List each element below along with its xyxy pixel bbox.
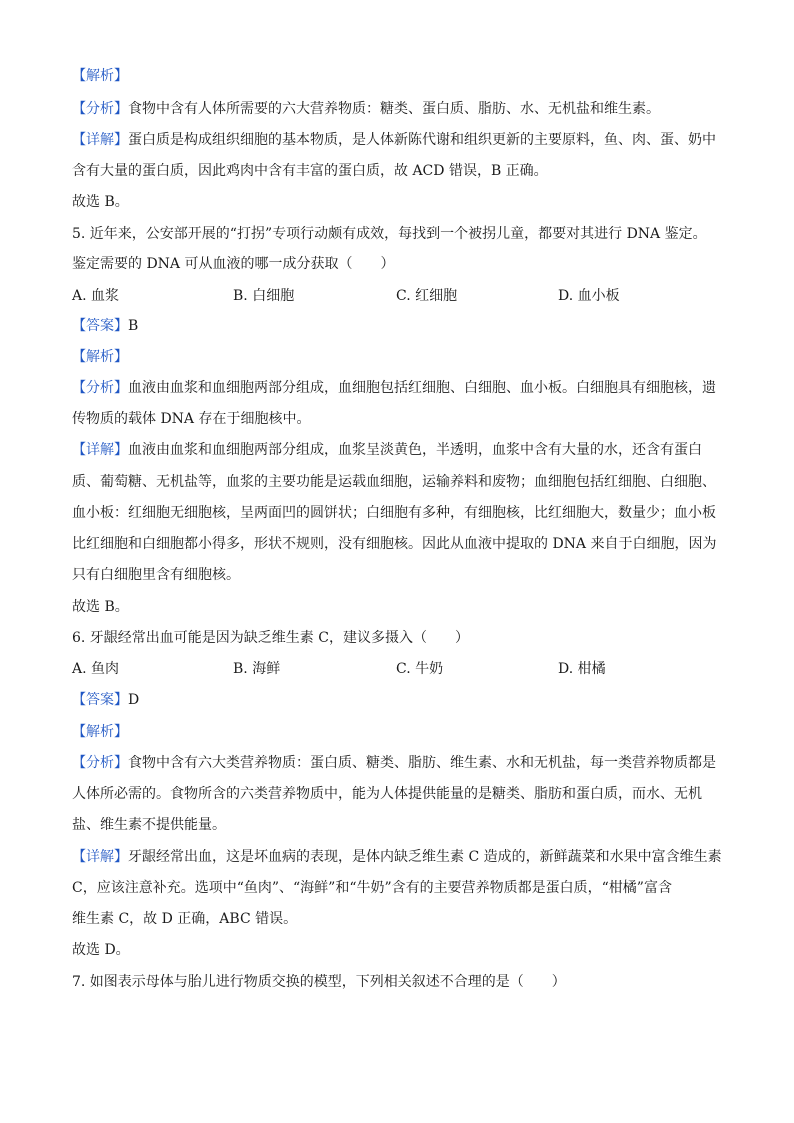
xiangjie-paragraph-line: C，应该注意补充。选项中“鱼肉”、“海鲜”和“牛奶”含有的主要营养物质都是蛋白质，“柑橘”富含 xyxy=(72,880,672,896)
fenxi-paragraph-line: 人体所必需的。食物所含的六类营养物质中，能为人体提供能量的是糖类、脂肪和蛋白质，而水、无机 xyxy=(72,786,702,802)
xiangjie-paragraph-line: 只有白细胞里含有细胞核。 xyxy=(72,567,240,583)
question-5-options xyxy=(72,286,722,306)
xiangjie-paragraph-line: 维生素 C，故 D 正确，ABC 错误。 xyxy=(72,911,298,927)
xiangjie-paragraph-line: 含有大量的蛋白质，因此鸡肉中含有丰富的蛋白质，故 ACD 错误，B 正确。 xyxy=(72,163,548,179)
xiangjie-paragraph-line: 【详解】血液由血浆和血细胞两部分组成，血浆呈淡黄色，半透明，血浆中含有大量的水，还含有蛋白 xyxy=(72,442,702,458)
option-d: D. 柑橘 xyxy=(558,661,606,677)
option-d: D. 血小板 xyxy=(558,288,620,304)
conclusion: 故选 D。 xyxy=(72,942,130,958)
question-7-stem: 7. 如图表示母体与胎儿进行物质交换的模型，下列相关叙述不合理的是（ ） xyxy=(72,974,566,990)
xiangjie-paragraph-line: 血小板：红细胞无细胞核，呈两面凹的圆饼状；白细胞有多种，有细胞核，比红细胞大，数量少；血小板 xyxy=(72,505,716,521)
xiangjie-paragraph-line: 【详解】蛋白质是构成组织细胞的基本物质，是人体新陈代谢和组织更新的主要原料，鱼、肉、蛋、奶中 xyxy=(72,132,716,148)
jiexi-label: 【解析】 xyxy=(72,724,128,740)
option-b: B. 白细胞 xyxy=(233,288,295,304)
conclusion: 故选 B。 xyxy=(72,599,129,615)
question-6-options xyxy=(72,659,722,679)
fenxi-paragraph: 【分析】食物中含有人体所需要的六大营养物质：糖类、蛋白质、脂肪、水、无机盐和维生素。 xyxy=(72,101,660,117)
option-c: C. 红细胞 xyxy=(396,288,458,304)
jiexi-label: 【解析】 xyxy=(72,68,128,84)
fenxi-paragraph-line: 【分析】血液由血浆和血细胞两部分组成，血细胞包括红细胞、白细胞、血小板。白细胞具有细胞核，遗 xyxy=(72,380,716,396)
answer: 【答案】B xyxy=(72,318,139,334)
jiexi-label: 【解析】 xyxy=(72,349,128,365)
xiangjie-paragraph-line: 质、葡萄糖、无机盐等，血浆的主要功能是运载血细胞，运输养料和废物；血细胞包括红细胞、白细胞、 xyxy=(72,474,716,490)
answer: 【答案】D xyxy=(72,692,140,708)
option-c: C. 牛奶 xyxy=(396,661,444,677)
question-6-stem: 6. 牙龈经常出血可能是因为缺乏维生素 C，建议多摄入（ ） xyxy=(72,630,469,646)
option-b: B. 海鲜 xyxy=(233,661,281,677)
xiangjie-paragraph-line: 比红细胞和白细胞都小得多，形状不规则，没有细胞核。因此从血液中提取的 DNA 来自于白细胞，因为 xyxy=(72,536,717,552)
fenxi-paragraph-line: 【分析】食物中含有六大类营养物质：蛋白质、糖类、脂肪、维生素、水和无机盐，每一类营养物质都是 xyxy=(72,755,716,771)
option-a: A. 血浆 xyxy=(72,288,120,304)
conclusion: 故选 B。 xyxy=(72,194,129,210)
fenxi-paragraph-line: 盐、维生素不提供能量。 xyxy=(72,817,226,833)
fenxi-paragraph-line: 传物质的载体 DNA 存在于细胞核中。 xyxy=(72,411,311,427)
question-5-stem: 鉴定需要的 DNA 可从血液的哪一成分获取（ ） xyxy=(72,256,395,272)
option-a: A. 鱼肉 xyxy=(72,661,120,677)
xiangjie-paragraph-line: 【详解】牙龈经常出血，这是坏血病的表现，是体内缺乏维生素 C 造成的，新鲜蔬菜和水果中富含维生素 xyxy=(72,849,722,865)
question-5-stem: 5. 近年来，公安部开展的“打拐”专项行动颇有成效，每找到一个被拐儿童，都要对其进行 DNA 鉴定。 xyxy=(72,226,707,242)
